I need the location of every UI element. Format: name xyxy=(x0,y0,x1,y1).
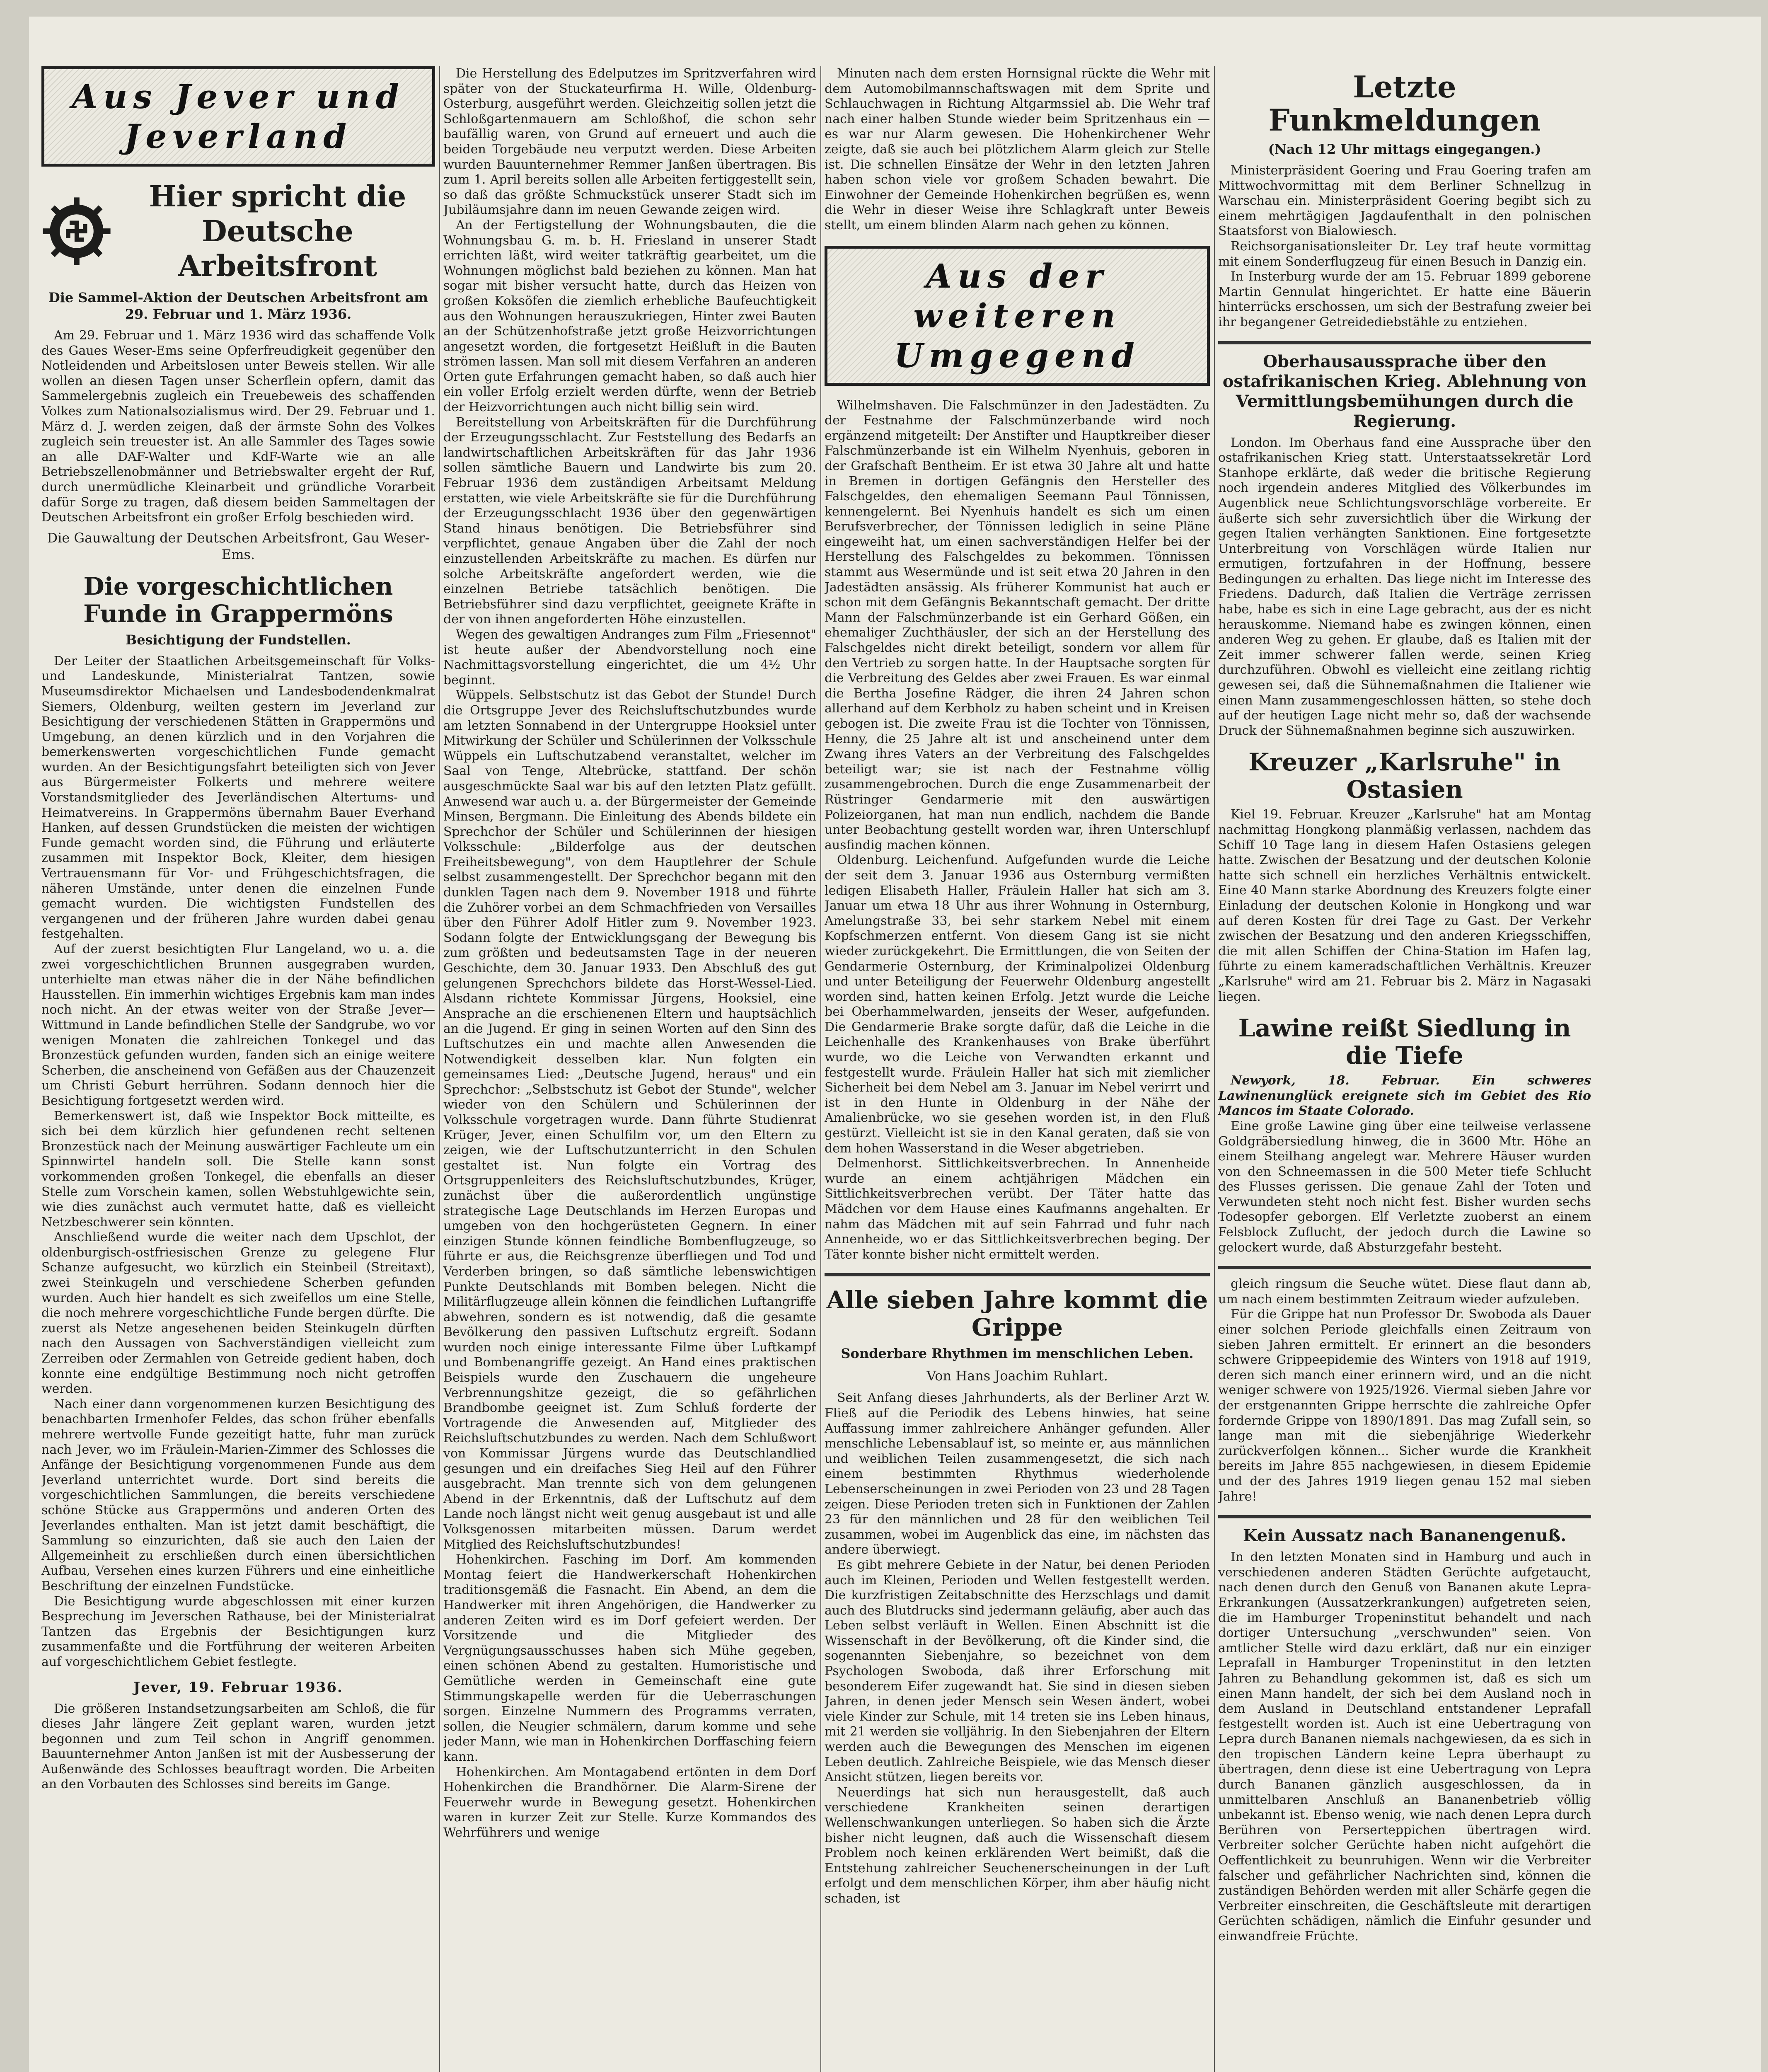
section-divider xyxy=(1218,341,1591,344)
article-paragraph: Für die Grippe hat nun Professor Dr. Swoboda als Dauer einer solchen Periode gleichfalls einen Zeitraum von sieben Jahren ermittelt. Er erinnert an die besonders schwere Grippeepidemie des Winters von 1918 auf 1919, deren sich manch einer erinnern wird, und an die nicht weniger schwere von 1925/1926. Viermal sieben Jahre vor der erstgenannten Grippe herrschte die zahlreiche Opfer fordernde Grippe von 1890/1891. Das mag Zufall sein, so lange man mit die siebenjährige Wiederkehr zurückverfolgen können... Sicher wurde die Krankheit bereits im Jahre 855 nachgewiesen, in diesem Epidemie und der des Jahres 1919 liegen genau 152 mal sieben Jahre! xyxy=(1218,1307,1591,1504)
article-paragraph: Kiel 19. Februar. Kreuzer „Karlsruhe" hat am Montag nachmittag Hongkong planmäßig verlassen, nachdem das Schiff 10 Tage lang in diesem Hafen Ostasiens gelegen hatte. Zwischen der Besatzung und der deutschen Kolonie hatte sich schnell ein herzliches Verhältnis entwickelt. Eine 40 Mann starke Abordnung des Kreuzers folgte einer Einladung der deutschen Kolonie in Hongkong und war auf deren Kosten für drei Tage zu Gast. Der Verkehr zwischen der Besatzung und den anderen Kriegsschiffen, die mit allen Schiffen der China-Station im Hafen lag, führte zu einem kameradschaftlichen Verhältnis. Kreuzer „Karlsruhe" wird am 21. Februar bis 2. März in Nagasaki liegen. xyxy=(1218,807,1591,1004)
article-paragraph: London. Im Oberhaus fand eine Aussprache über den ostafrikanischen Krieg statt. Unterstaatssekretär Lord Stanhope erklärte, daß weder die britische Regierung noch irgendein anderes Mitglied des Völkerbundes im Augenblick neue Schlichtungsvorschläge vorbereite. Er äußerte sich sehr zuversichtlich über die Wirkung der gegen Italien verhängten Sanktionen. Eine fortgesetzte Unterbreitung von Vorschlägen würde Italien nur ermutigen, fortzufahren in der Hoffnung, bessere Bedingungen zu erhalten. Das liege nicht im Interesse des Friedens. Dadurch, daß Italien die Verträge zerrissen habe, habe es sich in eine Lage gebracht, aus der es nicht herauskomme. Niemand habe es zwingen können, einen anderen Weg zu gehen. Er glaube, daß es Italien mit der Zeit immer schwerer fallen werde, seinen Krieg durchzuführen. Obwohl es vielleicht eine zeitlang richtig gewesen sei, daß die Sühnemaßnahmen die Italiener wie einen Mann zusammengeschlossen hätten, so stehe doch auf der heutigen Lage nicht mehr so, daß der wachsende Druck der Sühnemaßnahmen beginne sich auszuwirken. xyxy=(1218,435,1591,738)
arbeitsfront-header xyxy=(41,179,435,283)
article-paragraph: Es gibt mehrere Gebiete in der Natur, bei denen Perioden auch im Kleinen, Perioden und Wellen festgestellt werden. Die kurzfristigen Zeitabschnitte des Herzschlags und damit auch des Blutdrucks sind jedermann geläufig, aber auch das Leben selbst verläuft in Wellen. Einen Abschnitt ist die Wissenschaft in der Bevölkerung, oft die Kinder sind, die sogenannten Siebenjahre, so bezeichnet von dem Psychologen Swoboda, daß ihrer Erforschung mit besonderem Eifer zugewandt hat. Sie sind in diesen sieben Jahren, in denen jeder Mensch sein Wesen ändert, wobei viele Kinder zur Schule, mit 14 treten sie ins Leben hinaus, mit 21 werden sie volljährig. In den Siebenjahren der Eltern werden auch die Bewegungen des Menschen im eigenen Leben deutlich. Zahlreiche Beispiele, wie das Mensch dieser Ansicht stützen, liegen bereits vor. xyxy=(825,1557,1210,1785)
section-divider xyxy=(825,1273,1210,1276)
article-paragraph: Auf der zuerst besichtigten Flur Langeland, wo u. a. die zwei vorgeschichtlichen Brunnen ausgegraben wurden, unterhielte man etwas näher die in der Nähe befindlichen Hausstellen. Ein immerhin wichtiges Ergebnis kam man indes noch nicht. An der etwas weiter von der Straße Jever—Wittmund in Lande befindlichen Stelle der Sandgrube, wo vor wenigen Monaten die zahlreichen Tonkegel und das Bronzestück gefunden wurden, fanden sich an einige weitere Scherben, die anscheinend von Gefäßen aus der Chauzenzeit um Christi Geburt herrühren. Sodann dennoch hier die Besichtigung fortgesetzt werden wird. xyxy=(41,942,435,1108)
subheadline-grippe: Sonderbare Rhythmen im menschlichen Leben. xyxy=(841,1346,1194,1362)
author-byline: Von Hans Joachim Ruhlart. xyxy=(926,1368,1108,1384)
headline-funde: Die vorgeschichtlichen Funde in Grappermöns xyxy=(83,572,393,628)
dateline: Jever, 19. Februar 1936. xyxy=(133,1679,343,1696)
article-paragraph: Hohenkirchen. Am Montagabend ertönten in dem Dorf Hohenkirchen die Brandhörner. Die Alarm-Sirene der Feuerwehr wurde in Bewegung gesetzt. Hohenkirchen waren in kurzer Zeit zur Stelle. Kurze Kommandos des Wehrführers und wenige xyxy=(443,1765,816,1840)
article-paragraph: Wilhelmshaven. Die Falschmünzer in den Jadestädten. Zu der Festnahme der Falschmünzerbande wird noch ergänzend mitgeteilt: Der Anstifter und Hauptkreiber dieser Falschmünzerbande ist ein Wilhelm Nyenhuis, geboren in der Grafschaft Bentheim. Er ist etwa 30 Jahre alt und hatte in Bremen in dortigen Gefängnis den Hersteller des Falschgeldes, den ehemaligen Seemann Paul Tönnissen, kennengelernt. Bei Nyenhuis handelt es sich um einen Berufsverbrecher, der Tönnissen lediglich in seine Pläne eingeweiht hat, um einen sachverständigen Helfer bei der Herstellung des Falschgeldes zu bekommen. Tönnissen stammt aus Wesermünde und ist seit etwa 20 Jahren in den Jadestädten ansässig. Als früherer Kommunist hat auch er schon mit dem Gefängnis Bekanntschaft gemacht. Der dritte Mann der Falschmünzerbande ist ein Gerhard Gößen, ein ehemaliger Zuchthäusler, der sich an der Herstellung des Falschgeldes nicht direkt beteiligt, sondern vor allem für den Vertrieb zu sorgen hatte. In der Hauptsache sorgten für die Verbreitung des Geldes aber zwei Frauen. Es war einmal die Bertha Josefine Rädger, die ihren 24 Jahren schon allerhand auf dem Kerbholz zu haben scheint und in Kreisen gebogen ist. Die zweite Frau ist die Tochter von Tönnissen, Henny, die 25 Jahre alt ist und anscheinend unter dem Zwang ihres Vaters an der Verbreitung des Falschgeldes beteiligt war; sie ist nach der Festnahme völlig zusammengebrochen. Durch die enge Zusammenarbeit der Rüstringer Gendarmerie mit den auswärtigen Polizeiorganen, hat man nun endlich, nachdem die Bande unter Beobachtung gestellt worden war, ihren Unterschlupf ausfindig machen können. xyxy=(825,398,1210,852)
headline-grippe: Alle sieben Jahre kommt die Grippe xyxy=(826,1286,1208,1342)
newspaper-page xyxy=(29,17,1761,2072)
signature: Die Gauwaltung der Deutschen Arbeitsfront, Gau Weser-Ems. xyxy=(47,530,430,562)
section-title-jever: Aus Jever und Jeverland xyxy=(41,66,435,167)
subheadline-funkmeldungen: (Nach 12 Uhr mittags eingegangen.) xyxy=(1268,141,1541,157)
article-paragraph: gleich ringsum die Seuche wütet. Diese flaut dann ab, um nach einem bestimmten Zeitraum wieder aufzuleben. xyxy=(1218,1277,1591,1307)
article-paragraph: Hohenkirchen. Fasching im Dorf. Am kommenden Montag feiert die Handwerkerschaft Hohenkirchen traditionsgemäß die Fasnacht. Ein Abend, an dem die Handwerker mit ihren Angehörigen, die Handwerker zu anderen Zeiten wird es im Dorf gefeiert werden. Der Vorsitzende und die Mitglieder des Vergnügungsausschusses haben sich Mühe gegeben, einen schönen Abend zu gestalten. Humoristische und Gemütliche werden in Gemeinschaft eine gute Stimmungskapelle werden für die Ueberraschungen sorgen. Einzelne Nummern des Programms verraten, sollen, die Neugier schmälern, darum komme und sehe jeder Mann, wie man in Hohenkirchen Dorffasching feiern kann. xyxy=(443,1552,816,1764)
article-paragraph: Neuerdings hat sich nun herausgestellt, daß auch verschiedene Krankheiten seinen derartigen Wellenschwankungen unterliegen. So haben sich die Ärzte bisher nicht leugnen, daß auch die Wissenschaft diesem Problem noch keinen erklärenden Wert beimißt, daß die Entstehung zahlreicher Seuchenerscheinungen in der Luft erfolgt und dem menschlichen Körper, ihm aber häufig nicht schaden, ist xyxy=(825,1785,1210,1906)
subheadline-funde: Besichtigung der Fundstellen. xyxy=(126,632,351,648)
headline-lawine: Lawine reißt Siedlung in die Tiefe xyxy=(1238,1014,1571,1070)
article-paragraph: Wegen des gewaltigen Andranges zum Film „Friesennot" ist heute außer der Abendvorstellung noch eine Nachmittagsvorstellung eingerichtet, die um 4½ Uhr beginnt. xyxy=(443,627,816,687)
column-rule xyxy=(820,66,821,2072)
headline-banane: Kein Aussatz nach Bananengenuß. xyxy=(1243,1526,1567,1546)
section-title-umgegend: Aus der weiteren Umgegend xyxy=(825,246,1210,386)
article-paragraph: Die größeren Instandsetzungsarbeiten am Schloß, die für dieses Jahr längere Zeit geplant waren, wurden jetzt begonnen und zum Teil schon in Angriff genommen. Bauunternehmer Anton Janßen ist mit der Ausbesserung der Außenwände des Schlosses beauftragt worden. Die Arbeiten an den Vorbauten des Schlosses sind bereits im Gange. xyxy=(41,1701,435,1792)
column-4 xyxy=(1218,66,1591,2072)
article-paragraph: Bemerkenswert ist, daß wie Inspektor Bock mitteilte, es sich bei dem kürzlich hier gefundenen recht seltenen Bronzestück nach der Meinung auswärtiger Fachleute um ein Spinnwirtel handeln soll. Die Stelle kann sonst vorkommenden großen Tonkegel, die ebenfalls an dieser Stelle zum Vorschein kamen, sollen Webstuhlgewichte sein, wie dies zunächst auch vermutet hatte, daß es vielleicht Netzbeschwerer sein könnten. xyxy=(41,1109,435,1230)
arbeitsfront-subtitle: Die Sammel-Aktion der Deutschen Arbeitsfront am 29. Februar und 1. März 1936. xyxy=(48,290,428,322)
article-paragraph: Reichsorganisationsleiter Dr. Ley traf heute vormittag mit einem Sonderflugzeug für einen Besuch in Danzig ein. xyxy=(1218,239,1591,269)
article-paragraph: Eine große Lawine ging über eine teilweise verlassene Goldgräbersiedlung hinweg, die in 3600 Mtr. Höhe an einem Steilhang angelegt war. Mehrere Häuser wurden von den Schneemassen in die 500 Meter tiefe Schlucht des Flusses gerissen. Die genaue Zahl der Toten und Verwundeten steht noch nicht fest. Bisher wurden sechs Todesopfer geborgen. Elf Verletzte zuoberst an einem Felsblock Zuflucht, der jedoch durch die Lawine so gelockert wurde, daß Absturzgefahr besteht. xyxy=(1218,1118,1591,1255)
article-paragraph: Wüppels. Selbstschutz ist das Gebot der Stunde! Durch die Ortsgruppe Jever des Reichsluftschutzbundes wurde am letzten Sonnabend in der Untergruppe Hooksiel unter Mitwirkung der Schüler und Schülerinnen der Volksschule Wüppels ein Luftschutzabend veranstaltet, welcher im Saal von Tenge, Altebrücke, stattfand. Der schön ausgeschmückte Saal war bis auf den letzten Platz gefüllt. Anwesend war auch u. a. der Bürgermeister der Gemeinde Minsen, Bergmann. Die Einleitung des Abends bildete ein Sprechchor der Schüler und Schülerinnen der hiesigen Volksschule: „Bilderfolge aus der deutschen Freiheitsbewegung", von dem Hauptlehrer der Schule selbst zusammengestellt. Der Sprechchor begann mit den dunklen Tagen nach dem 9. November 1918 und führte die Zuhörer vorbei an dem Schmachfrieden von Versailles über den Führer Adolf Hitler zum 9. November 1923. Sodann folgte der Entwicklungsgang der Bewegung bis zum größten und bedeutsamsten Tage in der neueren Geschichte, dem 30. Januar 1933. Den Abschluß des gut gelungenen Sprechchors bildete das Horst-Wessel-Lied. Alsdann richtete Kommissar Jürgens, Hooksiel, eine Ansprache an die erschienenen Eltern und hauptsächlich an die Jugend. Er ging in seinen Worten auf den Sinn des Luftschutzes ein und machte allen Anwesenden die Notwendigkeit desselben klar. Nun folgten ein gemeinsames Lied: „Deutsche Jugend, heraus" und ein Sprechchor: „Selbstschutz ist Gebot der Stunde", welcher wieder von den Schülern und Schülerinnen der Volksschule vorgetragen wurde. Dann führte Studienrat Krüger, Jever, einen Schulfilm vor, um den Eltern zu zeigen, wie der Luftschutzunterricht in den Schulen gestaltet ist. Nun folgte ein Vortrag des Ortsgruppenleiters des Reichsluftschutzbundes, Krüger, zunächst über die außerordentlich ungünstige strategische Lage Deutschlands im Herzen Europas und umgeben von den hochgerüsteten Gegnern. In einer einzigen Stunde können feindliche Bombenflugzeuge, so führte er aus, die Reichsgrenze überfliegen und Tod und Verderben bringen, so daß sämtliche lebenswichtigen Punkte Deutschlands mit Bomben belegen. Nicht die Militärflugzeuge allein können die feindlichen Luftangriffe abwehren, sondern es ist notwendig, daß die gesamte Bevölkerung den passiven Luftschutz ergreift. Sodann wurden noch einige interessante Filme über Luftkampf und Bombenangriffe gezeigt. An Hand eines praktischen Beispiels wurde den Zuschauern die ungeheure Verbrennungshitze gezeigt, die so gefährlichen Brandbombe geeignet ist. Zum Schluß forderte der Vortragende die Anwesenden auf, Mitglieder des Reichsluftschutzbundes zu werden. Nach dem Schlußwort von Kommissar Jürgens wurde das Deutschlandlied gesungen und ein dreifaches Sieg Heil auf den Führer ausgebracht. Man trennte sich von dem gelungenen Abend in der Erkenntnis, daß der Luftschutz auf dem Lande noch längst nicht weit genug ausgebaut ist und alle Volksgenossen mitarbeiten müssen. Darum werdet Mitglied des Reichsluftschutzbundes! xyxy=(443,688,816,1552)
article-paragraph: In Insterburg wurde der am 15. Februar 1899 geborene Martin Gennulat hingerichtet. Er hatte eine Bäuerin hinterrücks erschossen, um sich der Bestrafung zweier bei ihr begangener Getreidediebstähle zu entziehen. xyxy=(1218,269,1591,329)
article-paragraph: Seit Anfang dieses Jahrhunderts, als der Berliner Arzt W. Fließ auf die Periodik des Lebens hinwies, hat seine Auffassung immer zahlreichere Anhänger gefunden. Aller menschliche Lebensablauf ist, so meinte er, aus männlichen und weiblichen Teilen zusammengesetzt, die sich nach einem bestimmten Rhythmus wiederholende Lebenserscheinungen in zwei Perioden von 23 und 28 Tagen zeigen. Diese Perioden treten sich in Funktionen der Zahlen 23 für den männlichen und 28 für den weiblichen Teil zusammen, wobei im Augenblick das eine, im nächsten das andere überwiegt. xyxy=(825,1391,1210,1557)
article-paragraph: An der Fertigstellung der Wohnungsbauten, die die Wohnungsbau G. m. b. H. Friesland in unserer Stadt errichten läßt, wird weiter tatkräftig gearbeitet, um die Wohnungen möglichst bald beziehen zu können. Man hat sogar mit bisher versucht hatte, durch das Heizen von großen Koksöfen die ziemlich erhebliche Baufeuchtigkeit aus den Wohnungen herauszukriegen, Hinter zwei Bauten an der Schützenhofstraße jetzt große Heizvorrichtungen angesetzt worden, die fortgesetzt Heißluft in die Bauten strömen lassen. Man soll mit diesem Verfahren an anderen Orten gute Erfahrungen gemacht haben, so daß auch hier ein voller Erfolg erzielt werden dürfte, wenn der Betrieb der Heizvorrichtungen auch nicht billig sein wird. xyxy=(443,218,816,415)
section-divider xyxy=(1218,1266,1591,1269)
section-divider xyxy=(1218,1515,1591,1518)
article-paragraph: Ministerpräsident Goering und Frau Goering trafen am Mittwochvormittag mit dem Berliner Schnellzug in Warschau ein. Ministerpräsident Goering begibt sich zu einem mehrtägigen Jagdaufenthalt in den polnischen Staatsforst von Bialowiesch. xyxy=(1218,163,1591,239)
column-1 xyxy=(41,66,435,2072)
article-paragraph: Bereitstellung von Arbeitskräften für die Durchführung der Erzeugungsschlacht. Zur Feststellung des Bedarfs an landwirtschaftlichen Arbeitskräften für das Jahr 1936 sollen sämtliche Bauern und Landwirte bis zum 20. Februar 1936 dem zuständigen Arbeitsamt Meldung erstatten, wie viele Arbeitskräfte sie für die Durchführung der Erzeugungsschlacht 1936 über den gegenwärtigen Stand hinaus benötigen. Die Betriebsführer sind verpflichtet, genaue Angaben über die Zahl der noch einzustellenden Arbeitskräfte zu machen. Es dürfen nur solche Arbeitskräfte angefordert werden, wie die einzelnen Betriebe tatsächlich benötigen. Die Betriebsführer sind dazu verpflichtet, geeignete Kräfte in der von ihnen angeforderten Höhe einzustellen. xyxy=(443,415,816,627)
article-paragraph: Der Leiter der Staatlichen Arbeitsgemeinschaft für Volks- und Landeskunde, Ministerialrat Tantzen, sowie Museumsdirektor Michaelsen und Landesbodendenkmalrat Siemers, Oldenburg, weilten gestern im Jeverland zur Besichtigung der verschiedenen Stätten in Grappermöns und Umgebung, an denen kürzlich und in den Vorjahren die bemerkenswerten vorgeschichtlichen Funde gemacht wurden. An der Besichtigungsfahrt beteiligten sich von Jever aus Bürgermeister Folkerts und mehrere weitere Vorstandsmitglieder des Jeverländischen Altertums- und Heimatvereins. In Grappermöns übernahm Bauer Everhand Hanken, auf dessen Grundstücken die meisten der wichtigen Funde gemacht worden sind, die Führung und erläuterte zusammen mit Inspektor Bock, Kleiter, dem hiesigen Vertrauensmann für Vor- und Frühgeschichtsfragen, die näheren Umstände, unter denen die einzelnen Funde gemacht wurden. Die wichtigsten Fundstellen des vergangenen und der früheren Jahre wurden dabei genau festgehalten. xyxy=(41,654,435,942)
column-rule xyxy=(439,66,440,2072)
article-paragraph: Anschließend wurde die weiter nach dem Upschlot, der oldenburgisch-ostfriesischen Grenze zu gelegene Flur Schanze aufgesucht, wo kürzlich ein Steinbeil (Streitaxt), zwei Steinkugeln und verschiedene Scherben gefunden wurden. Auch hier handelt es sich zweifellos um eine Stelle, die noch mehrere vorgeschichtliche Funde bergen dürfte. Die zuerst als Netze angesehenen beiden Steinkugeln dürften nach den Aussagen von Sachverständigen vielleicht zum Zerreiben oder Zermahlen von Getreide gedient haben, doch konnte eine endgültige Bestimmung noch nicht getroffen werden. xyxy=(41,1230,435,1397)
article-paragraph: Minuten nach dem ersten Hornsignal rückte die Wehr mit dem Automobilmannschaftswagen mit dem Sprite und Schlauchwagen in Richtung Altgarmssiel ab. Die Wehr traf nach einer halben Stunde wieder beim Spritzenhaus ein — es war nur Alarm gewesen. Die Hohenkirchener Wehr zeigte, daß sie auch bei plötzlichem Alarm gleich zur Stelle ist. Die schnellen Einsätze der Wehr in den letzten Jahren haben schon viele vor großem Schaden bewahrt. Die Einwohner der Gemeinde Hohenkirchen begrüßen es, wenn die Wehr in dieser Weise ihre Schlagkraft unter Beweis stellt, um einem blinden Alarm nach gehen zu können. xyxy=(825,66,1210,232)
article-paragraph: In den letzten Monaten sind in Hamburg und auch in verschiedenen anderen Städten Gerüchte aufgetaucht, nach denen durch den Genuß von Bananen akute Lepra-Erkrankungen (Aussatzerkrankungen) aufgetreten seien, die im Hamburger Tropeninstitut behandelt und nach dortiger Untersuchung „verschwunden" seien. Von amtlicher Stelle wird dazu erklärt, daß nur ein einziger Leprafall in Hamburger Tropeninstitut in den letzten Jahren zu Behandlung gekommen ist, daß es sich um einen Mann handelt, der sich bei dem Ausland noch in dem Ausland in Deutschland entstandener Leprafall festgestellt worden ist. Auch ist eine Uebertragung von Lepra durch Bananen niemals nachgewiesen, da es sich in den tropischen Ländern keine Lepra überhaupt zu übertragen, denn diese ist eine Uebertragung von Lepra durch Bananen gänzlich ausgeschlossen, da in unmittelbaren Anschluß an Bananenbetrieb völlig unbekannt ist. Ebenso wenig, wie nach denen Lepra durch Berühren von Perserteppichen übertragen wird. Verbreiter solcher Gerüchte haben nicht aufgehört die Oeffentlichkeit zu beunruhigen. Wenn wir die Verbreiter falscher und gefährlicher Nachrichten sind, können die zuständigen Behörden werden mit aller Schärfe gegen die Verbreiter einschreiten, die Geschäftsleute mit derartigen Gerüchten schädigen, nämlich die Einfuhr gesunder und einwandfreie Früchte. xyxy=(1218,1550,1591,1944)
column-rule xyxy=(1214,66,1215,2072)
article-paragraph: Delmenhorst. Sittlichkeitsverbrechen. In Annenheide wurde an einem achtjährigen Mädchen ein Sittlichkeitsverbrechen verübt. Der Täter hatte das Mädchen vor dem Hause eines Kaufmanns angehalten. Er nahm das Mädchen mit auf sein Fahrrad und fuhr nach Annenheide, wo er das Sittlichkeitsverbrechen beging. Der Täter konnte bisher nicht ermittelt werden. xyxy=(825,1156,1210,1262)
article-paragraph: Newyork, 18. Februar. Ein schweres Lawinenunglück ereignete sich im Gebiet des Rio Mancos im Staate Colorado. xyxy=(1218,1073,1591,1118)
arbeitsfront-title: Hier spricht die Deutsche Arbeitsfront xyxy=(149,179,406,283)
headline-funkmeldungen: Letzte Funkmeldungen xyxy=(1268,69,1541,138)
article-paragraph: Nach einer dann vorgenommenen kurzen Besichtigung des benachbarten Irmenhofer Feldes, das schon früher ebenfalls mehrere wertvolle Funde gezeitigt hatte, fuhr man zurück nach Jever, wo im Fräulein-Marien-Zimmer des Schlosses die Anfänge der Besichtigung vorgenommenen Funde aus dem Jeverland unterrichtet wurde. Dort sind bereits die vorgeschichtlichen Sammlungen, die bereits verschiedene schöne Stücke aus Grappermöns und anderen Orten des Jeverlandes enthalten. Man ist jetzt damit beschäftigt, die Sammlung so einzurichten, daß sie auch den Laien der Allgemeinheit zu erschließen durch einen übersichtlichen Aufbau, Versehen eines kurzen Führers und eine einheitliche Beschriftung der einzelnen Fundstücke. xyxy=(41,1397,435,1593)
column-3 xyxy=(825,66,1210,2072)
headline-kreuzer: Kreuzer „Karlsruhe" in Ostasien xyxy=(1248,748,1561,804)
column-2 xyxy=(443,66,816,2072)
headline-oberhaus: Oberhausaussprache über den ostafrikanischen Krieg. Ablehnung von Vermittlungsbemühungen durch die Regierung. xyxy=(1222,351,1587,431)
article-paragraph: Die Besichtigung wurde abgeschlossen mit einer kurzen Besprechung im Jeverschen Rathause, bei der Ministerialrat Tantzen das Ergebnis der Besichtigungen kurz zusammenfaßte und die Fortführung der weiteren Arbeiten auf vorgeschichtlichem Gebiet festlegte. xyxy=(41,1594,435,1669)
daf-cogwheel-icon xyxy=(41,196,112,266)
article-paragraph: Oldenburg. Leichenfund. Aufgefunden wurde die Leiche der seit dem 3. Januar 1936 aus Osternburg vermißten ledigen Elisabeth Haller, Fräulein Haller hat sich am 3. Januar um etwa 18 Uhr aus ihrer Wohnung in Osternburg, Amelungstraße 33, bei sehr starkem Nebel mit einem Kopfschmerzen entfernt. Von diesem Gang ist sie nicht wieder zurückgekehrt. Die Ermittlungen, die von Seiten der Gendarmerie Osternburg, der Kriminalpolizei Oldenburg und unter Beteiligung der Feuerwehr Oldenburg angestellt worden sind, hatten keinen Erfolg. Jetzt wurde die Leiche bei Oberhammelwarden, jenseits der Weser, aufgefunden. Die Gendarmerie Brake sorgte dafür, daß die Leiche in die Leichenhalle des Krankenhauses von Brake überführt wurde, wo die Leiche von Verwandten erkannt und festgestellt wurde. Fräulein Haller hat sich mit ziemlicher Sicherheit bei dem Nebel am 3. Januar im Nebel verirrt und ist in den Hunte in Oldenburg in der Nähe der Amalienbrücke, wo sie gesehen worden ist, in den Fluß gestürzt. Vielleicht ist sie in den Kanal geraten, daß sie von dem hohen Wasserstand in die Weser abgetrieben. xyxy=(825,853,1210,1156)
article-paragraph: Die Herstellung des Edelputzes im Spritzverfahren wird später von der Stuckateurfirma H. Wille, Oldenburg-Osterburg, ausgeführt werden. Gleichzeitig sollen jetzt die Schloßgartenmauern am Schloßhof, die schon sehr baufällig waren, von Grund auf erneuert und auch die beiden Torgebäude neu verputzt werden. Diese Arbeiten wurden Bauunternehmer Remmer Janßen übertragen. Bis zum 1. April bereits sollen alle Arbeiten fertiggestellt sein, so daß das größte Schmuckstück unserer Stadt sich im Jubiläumsjahre dann im neuen Gewande zeigen wird. xyxy=(443,66,816,218)
article-paragraph: Am 29. Februar und 1. März 1936 wird das schaffende Volk des Gaues Weser-Ems seine Opferfreudigkeit gegenüber den Notleidenden und Arbeitslosen unter Beweis stellen. Wir alle wollen an diesen Tagen unser Scherflein opfern, damit das Sammelergebnis zugleich ein Treuebeweis des schaffenden Volkes zum Nationalsozialismus wird. Der 29. Februar und 1. März d. J. werden zeigen, daß der ärmste Sohn des Volkes zugleich sein treuester ist. An alle Sammler des Tages sowie an alle DAF-Walter und KdF-Warte wie an alle Betriebszellenobmänner und Betriebswalter ergeht der Ruf, durch unermüdliche Kleinarbeit und gründliche Vorarbeit dafür Sorge zu tragen, daß diesem beiden Sammeltagen der Deutschen Arbeitsfront ein großer Erfolg beschieden wird. xyxy=(41,328,435,525)
